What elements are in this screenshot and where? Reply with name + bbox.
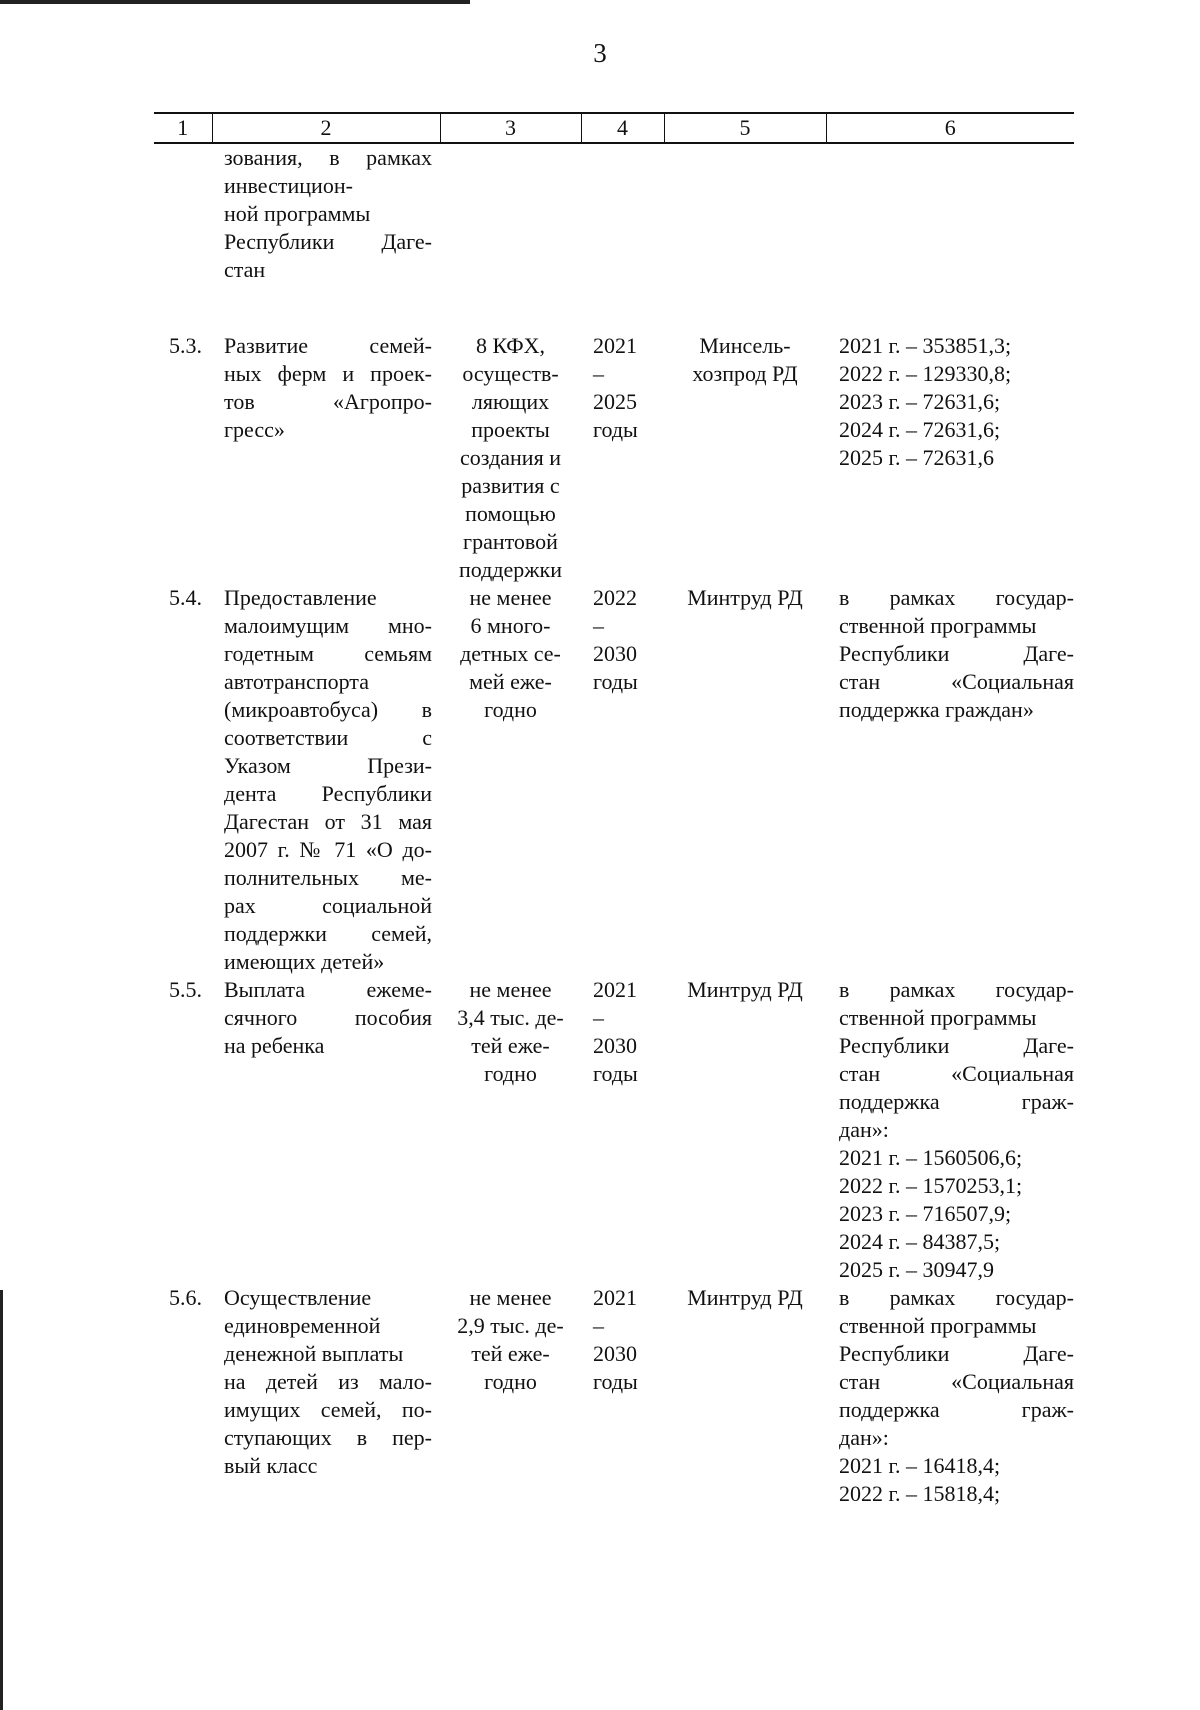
cell-name: [212, 584, 440, 976]
text-line: 2022: [593, 585, 637, 610]
text-line: 2021 г. – 353851,3;: [839, 333, 1012, 358]
text-line: Предоставление: [224, 585, 377, 610]
text-line: годно: [484, 1369, 537, 1394]
text-line: малоимущим мно-: [224, 613, 432, 638]
text-line: денежной выплаты: [224, 1341, 404, 1366]
text-line: 2022 г. – 15818,4;: [839, 1481, 1001, 1506]
text-line: тов «Агропро-: [224, 389, 432, 414]
text-line: 2022 г. – 1570253,1;: [839, 1173, 1023, 1198]
text-line: вый класс: [224, 1453, 318, 1478]
cell-result: [440, 976, 581, 1284]
cell-org: [664, 976, 826, 1284]
text-line: стан «Социальная: [839, 1061, 1074, 1086]
text-line: Указом Прези-: [224, 753, 432, 778]
text-line: ственной программы: [839, 613, 1037, 638]
text-line: в рамках государ-: [839, 1285, 1074, 1310]
cell-org: [664, 1284, 826, 1508]
measures-table-container: [154, 112, 1074, 1508]
text-line: Осуществление: [224, 1285, 372, 1310]
text-line: имеющих детей»: [224, 949, 385, 974]
text-line: 2021: [593, 977, 637, 1002]
text-line: ственной программы: [839, 1005, 1037, 1030]
cell-financing: [826, 976, 1074, 1284]
text-line: Минтруд РД: [687, 977, 803, 1002]
text-line: стан «Социальная: [839, 669, 1074, 694]
header-col-4: 4: [581, 113, 664, 143]
cell-financing: [826, 584, 1074, 976]
text-line: 2023 г. – 72631,6;: [839, 389, 1001, 414]
text-line: Выплата ежеме-: [224, 977, 432, 1002]
text-line: 2024 г. – 72631,6;: [839, 417, 1001, 442]
text-line: дан»:: [839, 1425, 889, 1450]
text-line: –: [593, 1005, 604, 1030]
text-line: 6 много-: [470, 613, 551, 638]
text-line: ступающих в пер-: [224, 1425, 432, 1450]
cell-period: [581, 976, 664, 1284]
text-line: 2030: [593, 641, 637, 666]
header-col-1: 1: [154, 113, 212, 143]
text-line: стан «Социальная: [839, 1369, 1074, 1394]
cell-num: 5.6.: [169, 1285, 202, 1310]
text-line: Республики Даге-: [839, 1341, 1074, 1366]
text-line: в рамках государ-: [839, 585, 1074, 610]
text-line: поддержка граж-: [839, 1397, 1074, 1422]
text-line: на детей из мало-: [224, 1369, 432, 1394]
cell-org: [664, 332, 826, 584]
text-line: не менее: [469, 977, 552, 1002]
text-line: 2025 г. – 72631,6: [839, 445, 995, 470]
header-col-2: 2: [212, 113, 440, 143]
cell-result: [440, 1284, 581, 1508]
text-line: (микроавтобуса) в: [224, 697, 432, 722]
cell-period: [581, 584, 664, 976]
text-line: рах социальной: [224, 893, 432, 918]
continuation-row: [154, 143, 1074, 332]
measures-table: [154, 112, 1074, 1508]
text-line: инвестицион-: [224, 173, 353, 198]
text-line: –: [593, 613, 604, 638]
text-line: поддержка граж-: [839, 1089, 1074, 1114]
text-line: годно: [484, 697, 537, 722]
table-row: [154, 332, 1074, 584]
text-line: дан»:: [839, 1117, 889, 1142]
text-line: поддержки: [459, 557, 562, 582]
text-line: ной программы: [224, 201, 371, 226]
text-line: Минтруд РД: [687, 585, 803, 610]
cell-result: [440, 584, 581, 976]
cell-num: [154, 143, 212, 332]
text-line: дента Республики: [224, 781, 432, 806]
header-col-3: 3: [440, 113, 581, 143]
text-line: Республики Даге-: [224, 229, 432, 254]
cell-name: [212, 1284, 440, 1508]
text-line: 2024 г. – 84387,5;: [839, 1229, 1001, 1254]
text-line: ных ферм и проек-: [224, 361, 432, 386]
text-line: Республики Даге-: [839, 641, 1074, 666]
text-line: поддержки семей,: [224, 921, 432, 946]
text-line: 2021: [593, 1285, 637, 1310]
cell-financing: [826, 143, 1074, 332]
text-line: 2021: [593, 333, 637, 358]
cell-org: [664, 584, 826, 976]
text-line: проекты: [471, 417, 550, 442]
text-line: годно: [484, 1061, 537, 1086]
text-line: на ребенка: [224, 1033, 325, 1058]
text-line: годы: [593, 417, 638, 442]
table-row: [154, 584, 1074, 976]
text-line: не менее: [469, 1285, 552, 1310]
text-line: грантовой: [463, 529, 558, 554]
scan-edge-left: [0, 1290, 3, 1710]
text-line: –: [593, 361, 604, 386]
text-line: детных се-: [460, 641, 561, 666]
cell-result: [440, 143, 581, 332]
cell-name: [212, 143, 440, 332]
cell-name: [212, 976, 440, 1284]
text-line: 2022 г. – 129330,8;: [839, 361, 1012, 386]
text-line: имущих семей, по-: [224, 1397, 432, 1422]
text-line: гресс»: [224, 417, 285, 442]
text-line: 3,4 тыс. де-: [457, 1005, 564, 1030]
table-header-row: [154, 113, 1074, 143]
text-line: хозпрод РД: [692, 361, 798, 386]
text-line: Минтруд РД: [687, 1285, 803, 1310]
text-line: Республики Даге-: [839, 1033, 1074, 1058]
text-line: Минсель-: [699, 333, 791, 358]
text-line: в рамках государ-: [839, 977, 1074, 1002]
table-row: [154, 976, 1074, 1284]
text-line: ляющих: [471, 389, 550, 414]
text-line: поддержка граждан»: [839, 697, 1034, 722]
cell-num: 5.5.: [169, 977, 202, 1002]
text-line: развития с: [461, 473, 560, 498]
text-line: тей еже-: [471, 1033, 550, 1058]
text-line: 2007 г. № 71 «О до-: [224, 837, 432, 862]
text-line: создания и: [460, 445, 561, 470]
text-line: соответствии с: [224, 725, 432, 750]
text-line: Дагестан от 31 мая: [224, 809, 432, 834]
text-line: полнительных ме-: [224, 865, 432, 890]
text-line: 2025: [593, 389, 637, 414]
page-number: 3: [593, 38, 607, 68]
header-col-5: 5: [664, 113, 826, 143]
cell-num: 5.4.: [169, 585, 202, 610]
cell-period: [581, 143, 664, 332]
text-line: годы: [593, 669, 638, 694]
text-line: 8 КФХ,: [476, 333, 545, 358]
text-line: Развитие семей-: [224, 333, 432, 358]
scan-edge-top: [0, 0, 470, 4]
text-line: годы: [593, 1061, 638, 1086]
cell-period: [581, 332, 664, 584]
cell-financing: [826, 332, 1074, 584]
text-line: годетным семьям: [224, 641, 432, 666]
header-col-6: 6: [826, 113, 1074, 143]
text-line: осуществ-: [462, 361, 559, 386]
text-line: зования, в рамках: [224, 145, 432, 170]
text-line: тей еже-: [471, 1341, 550, 1366]
text-line: 2030: [593, 1033, 637, 1058]
text-line: 2021 г. – 1560506,6;: [839, 1145, 1023, 1170]
text-line: ственной программы: [839, 1313, 1037, 1338]
text-line: единовременной: [224, 1313, 381, 1338]
text-line: 2,9 тыс. де-: [457, 1313, 564, 1338]
cell-result: [440, 332, 581, 584]
table-row: [154, 1284, 1074, 1508]
text-line: мей еже-: [469, 669, 552, 694]
cell-name: [212, 332, 440, 584]
text-line: годы: [593, 1369, 638, 1394]
text-line: –: [593, 1313, 604, 1338]
text-line: автотранспорта: [224, 669, 369, 694]
text-line: не менее: [469, 585, 552, 610]
text-line: 2030: [593, 1341, 637, 1366]
cell-num: 5.3.: [169, 333, 202, 358]
cell-org: [664, 143, 826, 332]
cell-financing: [826, 1284, 1074, 1508]
text-line: стан: [224, 257, 266, 282]
text-line: помощью: [465, 501, 556, 526]
text-line: 2021 г. – 16418,4;: [839, 1453, 1001, 1478]
text-line: сячного пособия: [224, 1005, 432, 1030]
text-line: 2025 г. – 30947,9: [839, 1257, 995, 1282]
cell-period: [581, 1284, 664, 1508]
text-line: 2023 г. – 716507,9;: [839, 1201, 1012, 1226]
